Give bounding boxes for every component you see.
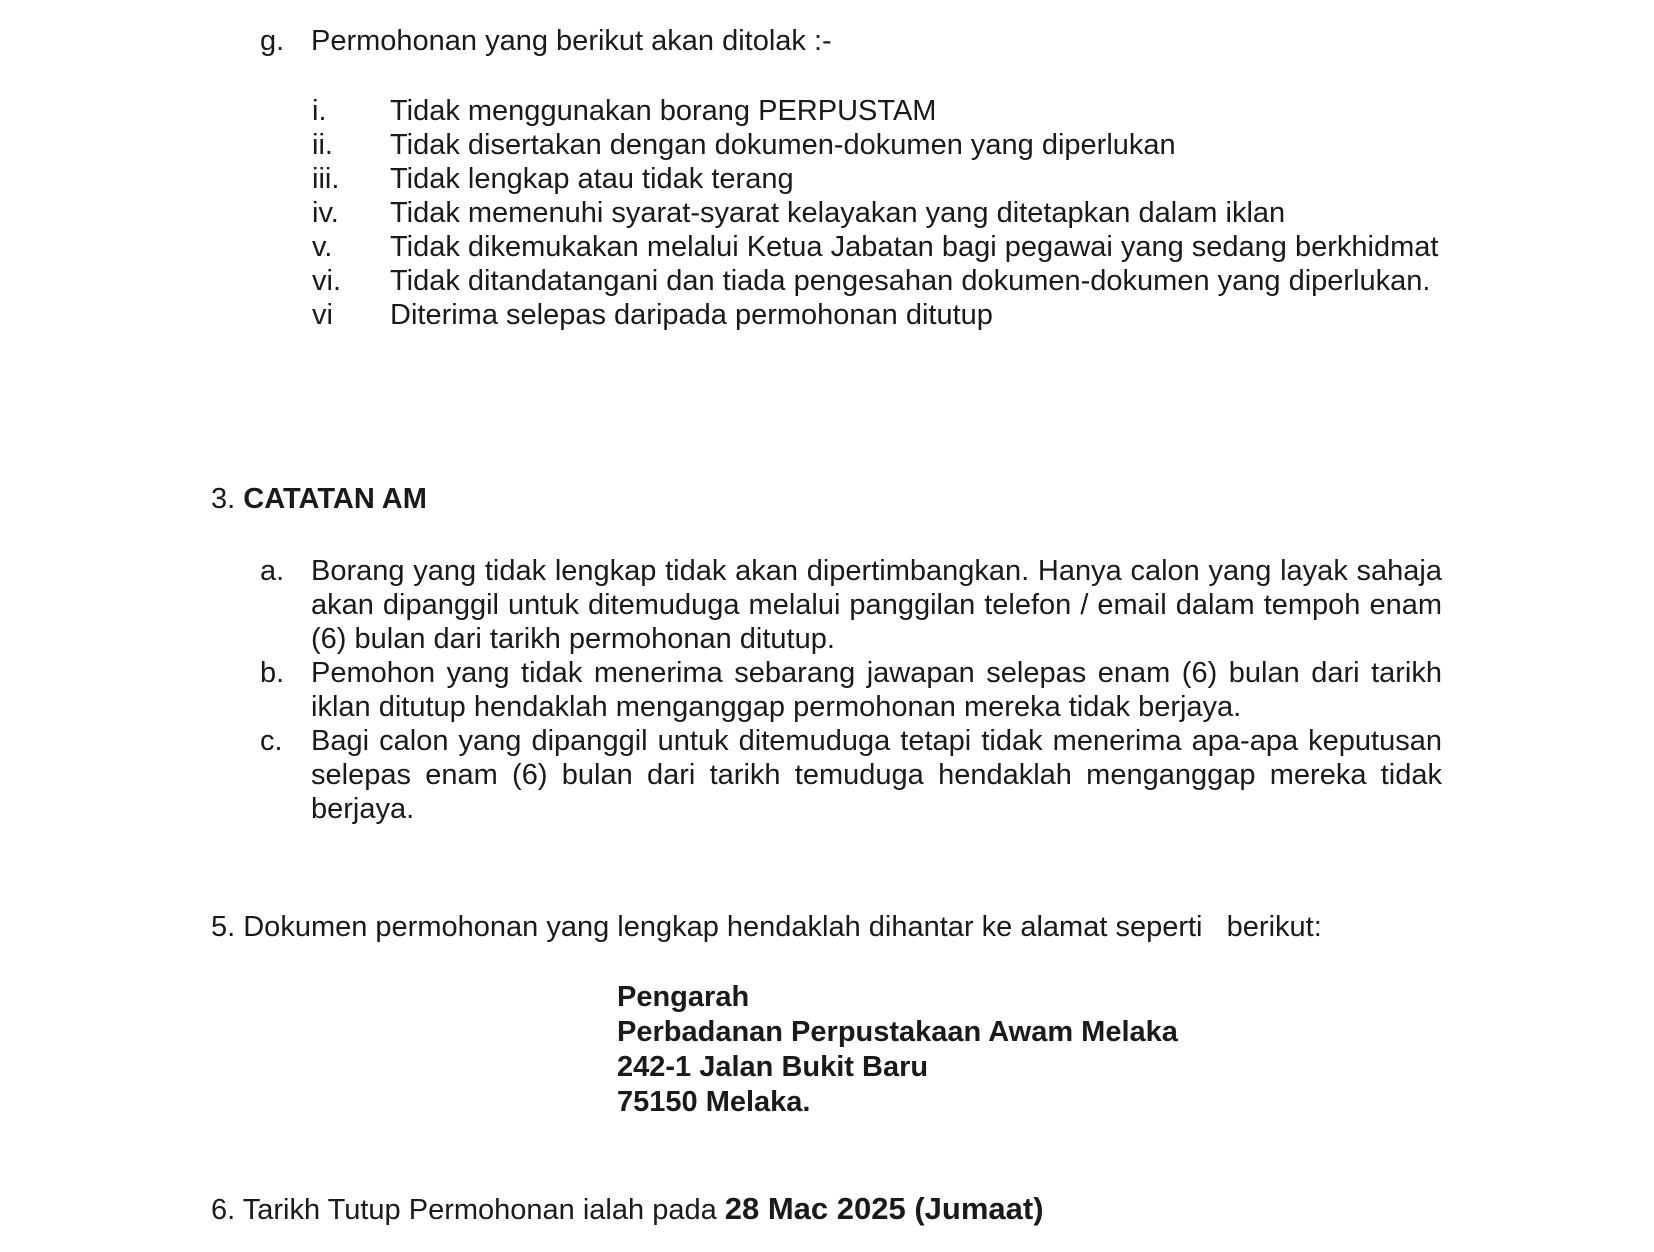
list-item-label: c. bbox=[260, 725, 283, 757]
list-item-label: ii. bbox=[312, 129, 333, 161]
address-line: Pengarah bbox=[617, 981, 750, 1013]
list-item-text: Borang yang tidak lengkap tidak akan dipertimbangkan. Hanya calon yang layak sahaja akan dipanggil untuk ditemuduga melalui panggilan telefon / email dalam tempoh enam (6) bulan dari tarikh permohonan ditutup. bbox=[311, 555, 1442, 655]
list-item-text: Tidak dikemukakan melalui Ketua Jabatan bagi pegawai yang sedang berkhidmat bbox=[390, 231, 1439, 263]
list-item-label: iv. bbox=[312, 197, 339, 229]
list-item-text: Tidak memenuhi syarat-syarat kelayakan yang ditetapkan dalam iklan bbox=[390, 197, 1286, 229]
list-item-label: a. bbox=[260, 555, 285, 587]
list-item bbox=[312, 162, 1442, 196]
list-item-text: Tidak ditandatangani dan tiada pengesahan dokumen-dokumen yang diperlukan. bbox=[390, 265, 1431, 297]
list-item-label: v. bbox=[312, 231, 333, 263]
address-line: 242-1 Jalan Bukit Baru bbox=[617, 1051, 929, 1083]
rejection-list bbox=[312, 94, 1442, 332]
list-item bbox=[312, 196, 1442, 230]
list-item bbox=[312, 264, 1442, 298]
closing-date-prefix: 6. Tarikh Tutup Permohonan ialah pada bbox=[211, 1194, 725, 1226]
list-item-label: vi bbox=[312, 299, 333, 331]
address-line: Perbadanan Perpustakaan Awam Melaka bbox=[617, 1016, 1178, 1048]
section-g-title: Permohonan yang berikut akan ditolak :- bbox=[311, 25, 832, 57]
closing-date: 28 Mac 2025 (Jumaat) bbox=[724, 1191, 1044, 1226]
list-item-text: Tidak menggunakan borang PERPUSTAM bbox=[390, 95, 937, 127]
list-item-text: Bagi calon yang dipanggil untuk ditemuduga tetapi tidak menerima apa-apa keputusan selepas enam (6) bulan dari tarikh temuduga hendaklah menganggap mereka tidak berjaya. bbox=[311, 725, 1442, 825]
list-item-label: b. bbox=[260, 657, 285, 689]
list-item-label: i. bbox=[312, 95, 327, 127]
list-item-text: Tidak disertakan dengan dokumen-dokumen yang diperlukan bbox=[390, 129, 1176, 161]
list-item-text: Diterima selepas daripada permohonan ditutup bbox=[390, 299, 993, 331]
general-notes-list bbox=[260, 554, 1442, 826]
section-3-number: 3. bbox=[211, 483, 236, 515]
list-item bbox=[312, 230, 1442, 264]
list-item-text: Tidak lengkap atau tidak terang bbox=[390, 163, 794, 195]
section-3-heading bbox=[211, 482, 427, 516]
section-g-heading bbox=[260, 24, 1440, 58]
address-line: 75150 Melaka. bbox=[617, 1086, 811, 1118]
list-item bbox=[312, 128, 1442, 162]
list-item-text: Pemohon yang tidak menerima sebarang jawapan selepas enam (6) bulan dari tarikh iklan ditutup hendaklah menganggap permohonan mereka tidak berjaya. bbox=[311, 657, 1442, 723]
section-5-paragraph: 5. Dokumen permohonan yang lengkap hendaklah dihantar ke alamat seperti berikut: bbox=[211, 911, 1322, 943]
list-item bbox=[312, 298, 1442, 332]
list-item bbox=[260, 656, 1442, 724]
section-6-paragraph bbox=[211, 1192, 1044, 1227]
section-g-label: g. bbox=[260, 25, 285, 57]
mailing-address bbox=[617, 980, 1178, 1120]
list-item bbox=[260, 724, 1442, 826]
list-item-label: iii. bbox=[312, 163, 340, 195]
list-item-label: vi. bbox=[312, 265, 341, 297]
list-item bbox=[260, 554, 1442, 656]
list-item bbox=[312, 94, 1442, 128]
section-3-title: CATATAN AM bbox=[243, 483, 427, 515]
